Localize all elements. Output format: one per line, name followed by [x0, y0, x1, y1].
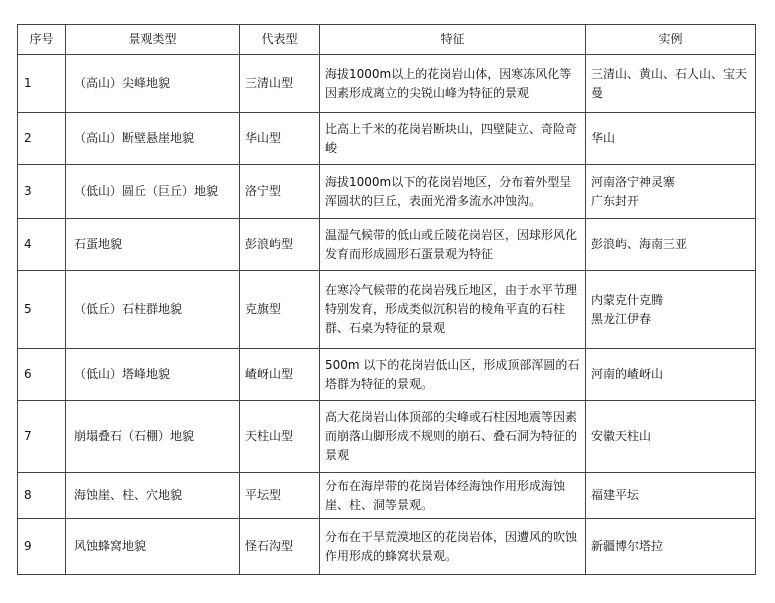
cell-no: 9 — [18, 519, 66, 575]
cell-type: （低山）塔峰地貌 — [66, 349, 240, 401]
cell-feature: 温湿气候带的低山或丘陵花岗岩区，因球形风化发育而形成圆形石蛋景观为特征 — [320, 219, 586, 271]
header-no: 序号 — [18, 25, 66, 55]
cell-feature: 高大花岗岩山体顶部的尖峰或石柱因地震等因素而崩落山脚形成不规则的崩石、叠石洞为特征的景观 — [320, 401, 586, 473]
header-example: 实例 — [586, 25, 756, 55]
cell-example: 河南洛宁神灵寨 广东封开 — [586, 165, 756, 219]
cell-feature: 海拔1000m以下的花岗岩地区，分布着外型呈浑圆状的巨丘，表面光滑多流水冲蚀沟。 — [320, 165, 586, 219]
cell-feature: 在寒冷气候带的花岗岩残丘地区，由于水平节理特别发育，形成类似沉积岩的棱角平直的石柱群、石桌为特征的景观 — [320, 271, 586, 349]
table-row — [18, 271, 756, 349]
cell-example: 内蒙克什克腾 黑龙江伊春 — [586, 271, 756, 349]
cell-example: 安徽天柱山 — [586, 401, 756, 473]
cell-rep: 彭浪屿型 — [240, 219, 320, 271]
table-body — [18, 55, 756, 575]
cell-type: 石蛋地貌 — [66, 219, 240, 271]
cell-feature: 分布在海岸带的花岗岩体经海蚀作用形成海蚀崖、柱、洞等景观。 — [320, 473, 586, 519]
cell-example: 三清山、黄山、石人山、宝天曼 — [586, 55, 756, 113]
header-rep: 代表型 — [240, 25, 320, 55]
cell-no: 8 — [18, 473, 66, 519]
table-row — [18, 55, 756, 113]
cell-rep: 嵖岈山型 — [240, 349, 320, 401]
cell-rep: 洛宁型 — [240, 165, 320, 219]
cell-type: 风蚀蜂窝地貌 — [66, 519, 240, 575]
header-feature: 特征 — [320, 25, 586, 55]
table-row — [18, 349, 756, 401]
table-row — [18, 519, 756, 575]
cell-type: （高山）断壁悬崖地貌 — [66, 113, 240, 165]
cell-example: 新疆博尔塔拉 — [586, 519, 756, 575]
cell-no: 1 — [18, 55, 66, 113]
cell-example: 河南的嵖岈山 — [586, 349, 756, 401]
cell-no: 2 — [18, 113, 66, 165]
cell-feature: 500m 以下的花岗岩低山区，形成顶部浑圆的石塔群为特征的景观。 — [320, 349, 586, 401]
cell-example: 彭浪屿、海南三亚 — [586, 219, 756, 271]
cell-no: 3 — [18, 165, 66, 219]
table-row — [18, 165, 756, 219]
cell-rep: 怪石沟型 — [240, 519, 320, 575]
cell-example: 华山 — [586, 113, 756, 165]
cell-rep: 平坛型 — [240, 473, 320, 519]
cell-rep: 三清山型 — [240, 55, 320, 113]
cell-type: 海蚀崖、柱、穴地貌 — [66, 473, 240, 519]
cell-type: 崩塌叠石（石棚）地貌 — [66, 401, 240, 473]
cell-feature: 分布在干旱荒漠地区的花岗岩体，因遭风的吹蚀作用形成的蜂窝状景观。 — [320, 519, 586, 575]
cell-type: （低山）圆丘（巨丘）地貌 — [66, 165, 240, 219]
cell-no: 5 — [18, 271, 66, 349]
table-row — [18, 401, 756, 473]
cell-no: 7 — [18, 401, 66, 473]
cell-example: 福建平坛 — [586, 473, 756, 519]
table-row — [18, 473, 756, 519]
table-row — [18, 113, 756, 165]
cell-type: （高山）尖峰地貌 — [66, 55, 240, 113]
header-row — [18, 25, 756, 55]
table-row — [18, 219, 756, 271]
cell-feature: 比高上千米的花岗岩断块山，四壁陡立、奇险奇峻 — [320, 113, 586, 165]
table-container — [17, 24, 755, 575]
cell-rep: 克旗型 — [240, 271, 320, 349]
header-type: 景观类型 — [66, 25, 240, 55]
landform-table — [17, 24, 756, 575]
cell-rep: 华山型 — [240, 113, 320, 165]
cell-no: 4 — [18, 219, 66, 271]
cell-no: 6 — [18, 349, 66, 401]
cell-type: （低丘）石柱群地貌 — [66, 271, 240, 349]
cell-rep: 天柱山型 — [240, 401, 320, 473]
cell-feature: 海拔1000m以上的花岗岩山体，因寒冻风化等因素形成离立的尖锐山峰为特征的景观 — [320, 55, 586, 113]
